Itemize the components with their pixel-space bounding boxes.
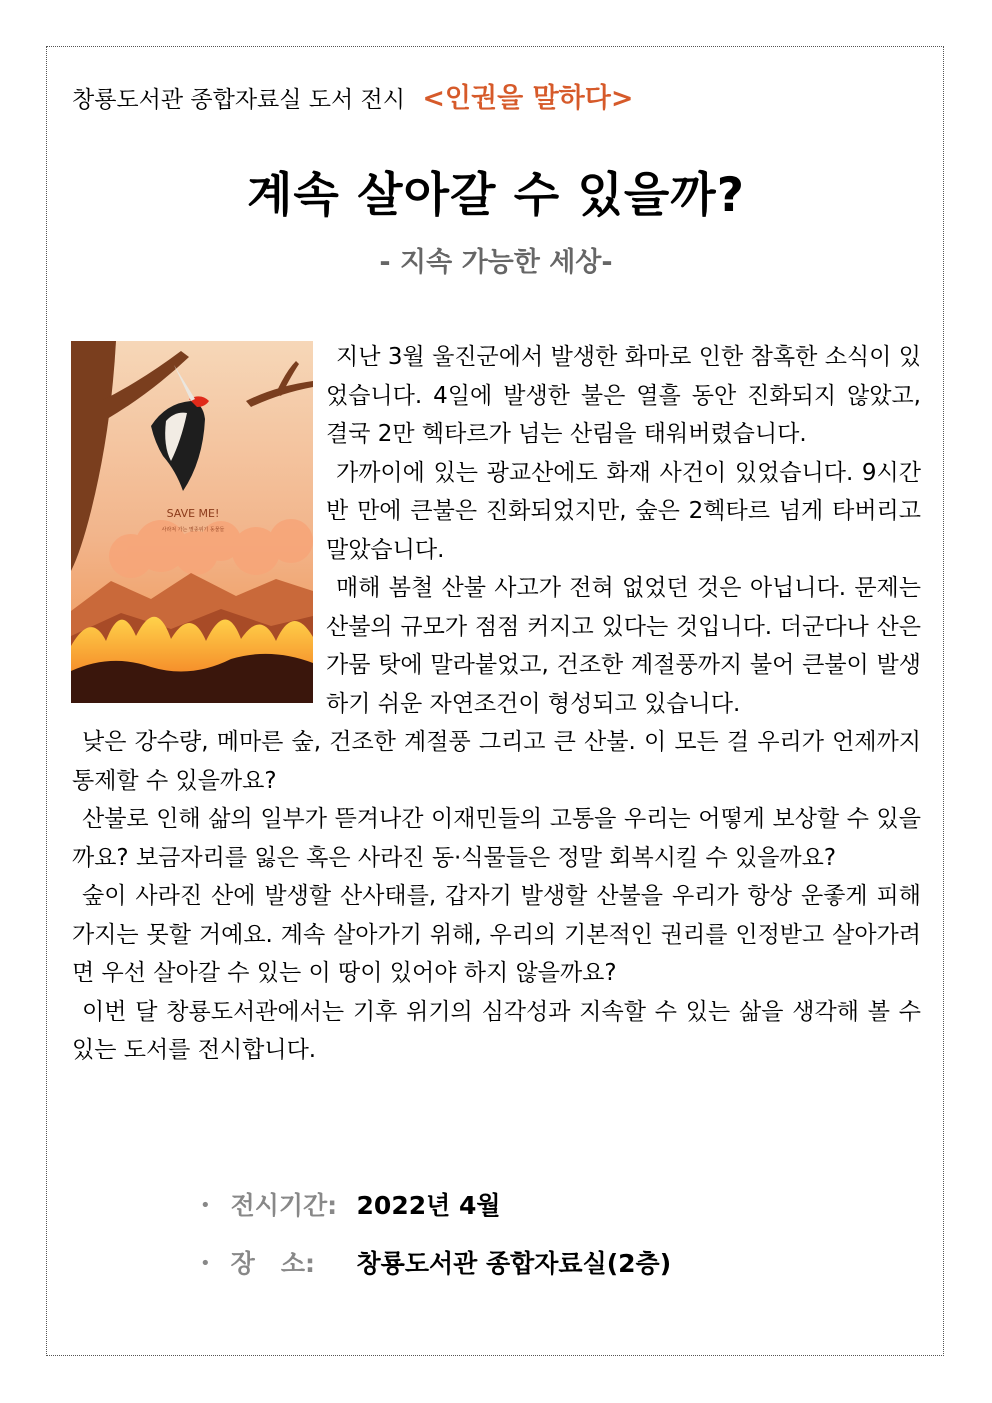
cover-float-spacer [72, 338, 326, 706]
bullet-icon: • [200, 1195, 211, 1216]
paragraph: 매해 봄철 산불 사고가 전혀 없었던 것은 아닙니다. 문제는 산불의 규모가 점점 커지고 있다는 것입니다. 더군다나 산은 가뭄 탓에 말라붙었고, 건조한 계절풍까지 불어 큰불이 발생하기 쉬운 자연조건이 형성되고 있습니다. [326, 575, 921, 717]
cover-title-text: SAVE ME! [166, 507, 220, 520]
bullet-icon: • [200, 1253, 211, 1274]
place-value: 창룡도서관 종합자료실(2층) [356, 1249, 672, 1278]
paragraph: 이번 달 창룡도서관에서는 기후 위기의 심각성과 지속할 수 있는 삶을 생각해 볼 수 있는 도서를 전시합니다. [72, 998, 921, 1063]
exhibition-period [200, 1186, 501, 1222]
header [72, 76, 633, 115]
place-label: 장 소: [230, 1249, 315, 1278]
paragraph: 산불로 인해 삶의 일부가 뜯겨나간 이재민들의 고통을 우리는 어떻게 보상할 수 있을까요? 보금자리를 잃은 혹은 사라진 동·식물들은 정말 회복시킬 수 있을까요? [72, 806, 921, 871]
period-value: 2022년 4월 [356, 1191, 501, 1220]
paragraph: 가까이에 있는 광교산에도 화재 사건이 있었습니다. 9시간 반 만에 큰불은 진화되었지만, 숲은 2헥타르 넘게 타버리고 말았습니다. [326, 459, 921, 563]
cover-subtitle-text: 사라져 가는 멸종위기 동물들 [161, 527, 225, 533]
body-text [72, 338, 921, 1070]
header-tagline: <인권을 말하다> [422, 83, 634, 114]
page-subtitle: - 지속 가능한 세상- [379, 247, 613, 278]
header-prefix: 창룡도서관 종합자료실 도서 전시 [72, 87, 405, 113]
paragraph: 지난 3월 울진군에서 발생한 화마로 인한 참혹한 소식이 있었습니다. 4일에 발생한 불은 열흘 동안 진화되지 않았고, 결국 2만 헥타르가 넘는 산림을 태워버렸습니다. [326, 344, 921, 447]
page-title: 계속 살아갈 수 있을까? [247, 168, 745, 223]
exhibition-place [200, 1244, 671, 1280]
paragraph: 숲이 사라진 산에 발생할 산사태를, 갑자기 발생할 산불을 우리가 항상 운좋게 피해 가지는 못할 거예요. 계속 살아가기 위해, 우리의 기본적인 권리를 인정받고 살아가려면 우선 살아갈 수 있는 이 땅이 있어야 하지 않을까요? [72, 883, 921, 986]
period-label: 전시기간: [230, 1191, 338, 1220]
paragraph: 낮은 강수량, 메마른 숲, 건조한 계절풍 그리고 큰 산불. 이 모든 걸 우리가 언제까지 통제할 수 있을까요? [72, 729, 921, 794]
